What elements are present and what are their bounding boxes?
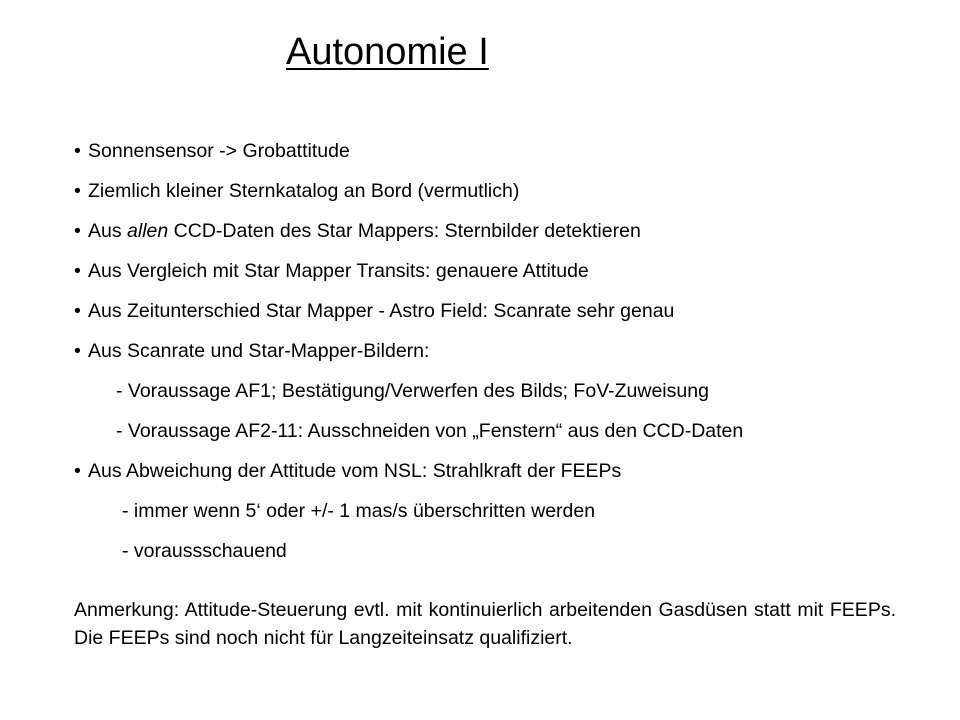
bullet-text: Sonnensensor -> Grobattitude: [88, 140, 350, 162]
bullet-item-ccd-daten: [74, 217, 641, 245]
bullet-dot: •: [74, 340, 81, 362]
sub-item-voraussschauend: - voraussschauend: [122, 540, 287, 562]
bullet-item-vergleich: [74, 257, 589, 285]
bullet-text: Aus Zeitunterschied Star Mapper - Astro Field: Scanrate sehr genau: [88, 300, 675, 322]
bullet-item-sternkatalog: [74, 177, 519, 205]
bullet-item-abweichung: [74, 457, 621, 485]
bullet-dot: •: [74, 260, 81, 282]
bullet-dot: •: [74, 220, 81, 242]
note-paragraph: Anmerkung: Attitude-Steuerung evtl. mit kontinuierlich arbeitenden Gasdüsen statt mit FEEPs. Die FEEPs sind noch nicht für Langzeiteinsatz qualifiziert.: [74, 599, 896, 649]
bullet-dot: •: [74, 300, 81, 322]
bullet-item-zeitunterschied: [74, 297, 674, 325]
bullet-text-before: Aus: [88, 220, 128, 242]
bullet-text: Aus Scanrate und Star-Mapper-Bildern:: [88, 340, 430, 362]
bullet-text: Aus Abweichung der Attitude vom NSL: Strahlkraft der FEEPs: [88, 460, 622, 482]
bullet-text: Aus Vergleich mit Star Mapper Transits: genauere Attitude: [88, 260, 589, 282]
slide-title: Autonomie I: [286, 31, 489, 73]
bullet-text: Ziemlich kleiner Sternkatalog an Bord (vermutlich): [88, 180, 520, 202]
sub-item-immer-wenn: - immer wenn 5‘ oder +/- 1 mas/s überschritten werden: [122, 500, 596, 522]
bullet-dot: •: [74, 180, 81, 202]
bullet-dot: •: [74, 460, 81, 482]
sub-item-voraussage-af1: - Voraussage AF1; Bestätigung/Verwerfen des Bilds; FoV-Zuweisung: [116, 380, 709, 402]
bullet-text-after: CCD-Daten des Star Mappers: Sternbilder detektieren: [168, 220, 641, 242]
bullet-item-sonnensensor: [74, 137, 350, 165]
sub-item-voraussage-af2-11: - Voraussage AF2-11: Ausschneiden von „Fenstern“ aus den CCD-Daten: [116, 420, 744, 442]
bullet-text-emphasis: allen: [127, 220, 169, 242]
bullet-item-scanrate: [74, 337, 429, 365]
bullet-dot: •: [74, 140, 81, 162]
